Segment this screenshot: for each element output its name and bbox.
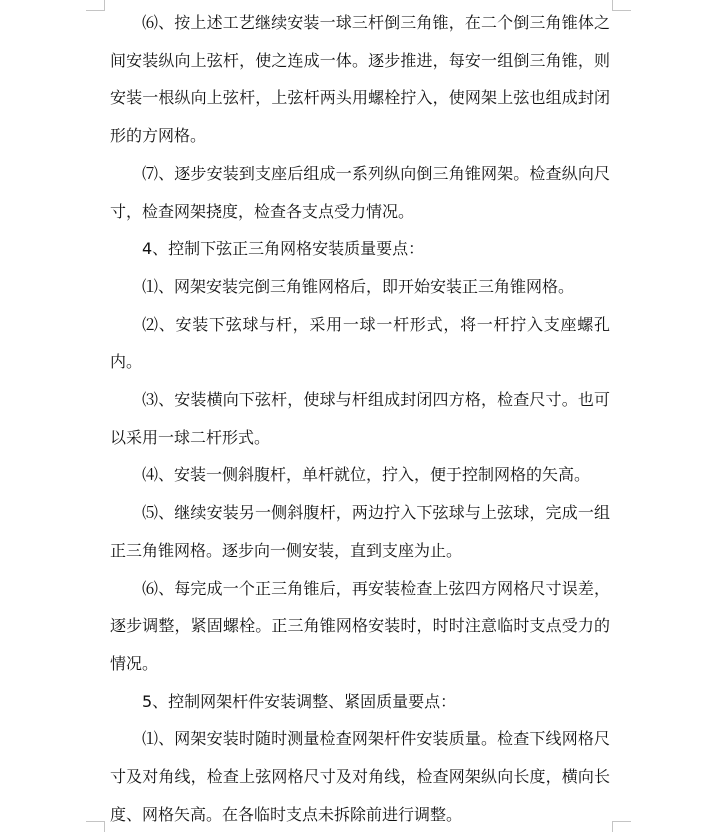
paragraph-step-3-transverse: ⑶、安装横向下弦杆，使球与杆组成封闭四方格，检查尺寸。也可以采用一球二杆形式。 [110, 390, 610, 447]
paragraph-step-1-measure: ⑴、网架安装时随时测量检查网架杆件安装质量。检查下线网格尺寸及对角线，检查上弦网格尺寸及对角线，检查网架纵向长度，横向长度、网格矢高。在各临时支点未拆除前进行调整。 [110, 729, 610, 824]
paragraph-step-4-web-bars: ⑷、安装一侧斜腹杆，单杆就位，拧入，便于控制网格的矢高。 [142, 465, 591, 485]
paragraph-step-2-lower-chord: ⑵、安装下弦球与杆，采用一球一杆形式，将一杆拧入支座螺孔内。 [110, 314, 610, 372]
paragraph-step-6-adjust: ⑹、每完成一个正三角锥后，再安装检查上弦四方网格尺寸误差，逐步调整，紧固螺栓。正三角锥网格安装时，时时注意临时支点受力的情况。 [110, 578, 610, 673]
paragraph-step-1-upright-cones: ⑴、网架安装完倒三角锥网格后，即开始安装正三角锥网格。 [142, 276, 575, 296]
document-body [110, 4, 610, 833]
margin-corner-mark-top-left [86, 0, 105, 11]
paragraph-step-5-other-side: ⑸、继续安装另一侧斜腹杆，两边拧入下弦球与上弦球，完成一组正三角锥网格。逐步向一侧安装，直到支座为止。 [110, 503, 610, 560]
margin-corner-mark-top-right [612, 0, 631, 11]
section-heading-4: 4、控制下弦正三角网格安装质量要点： [142, 239, 425, 259]
paragraph-step-6-inverted-cones: ⑹、按上述工艺继续安装一球三杆倒三角锥，在二个倒三角锥体之间安装纵向上弦杆，使之连成一体。逐步推进，每安一组倒三角锥，则安装一根纵向上弦杆，上弦杆两头用螺栓拧入，使网架上弦也组成封闭形的方网格。 [110, 13, 610, 146]
paragraph-step-7-supports: ⑺、逐步安装到支座后组成一系列纵向倒三角锥网架。检查纵向尺寸，检查网架挠度，检查各支点受力情况。 [110, 163, 610, 221]
section-heading-5: 5、控制网架杆件安装调整、紧固质量要点： [142, 691, 457, 711]
margin-corner-mark-bottom-right [612, 821, 631, 832]
margin-corner-mark-bottom-left [86, 821, 105, 832]
